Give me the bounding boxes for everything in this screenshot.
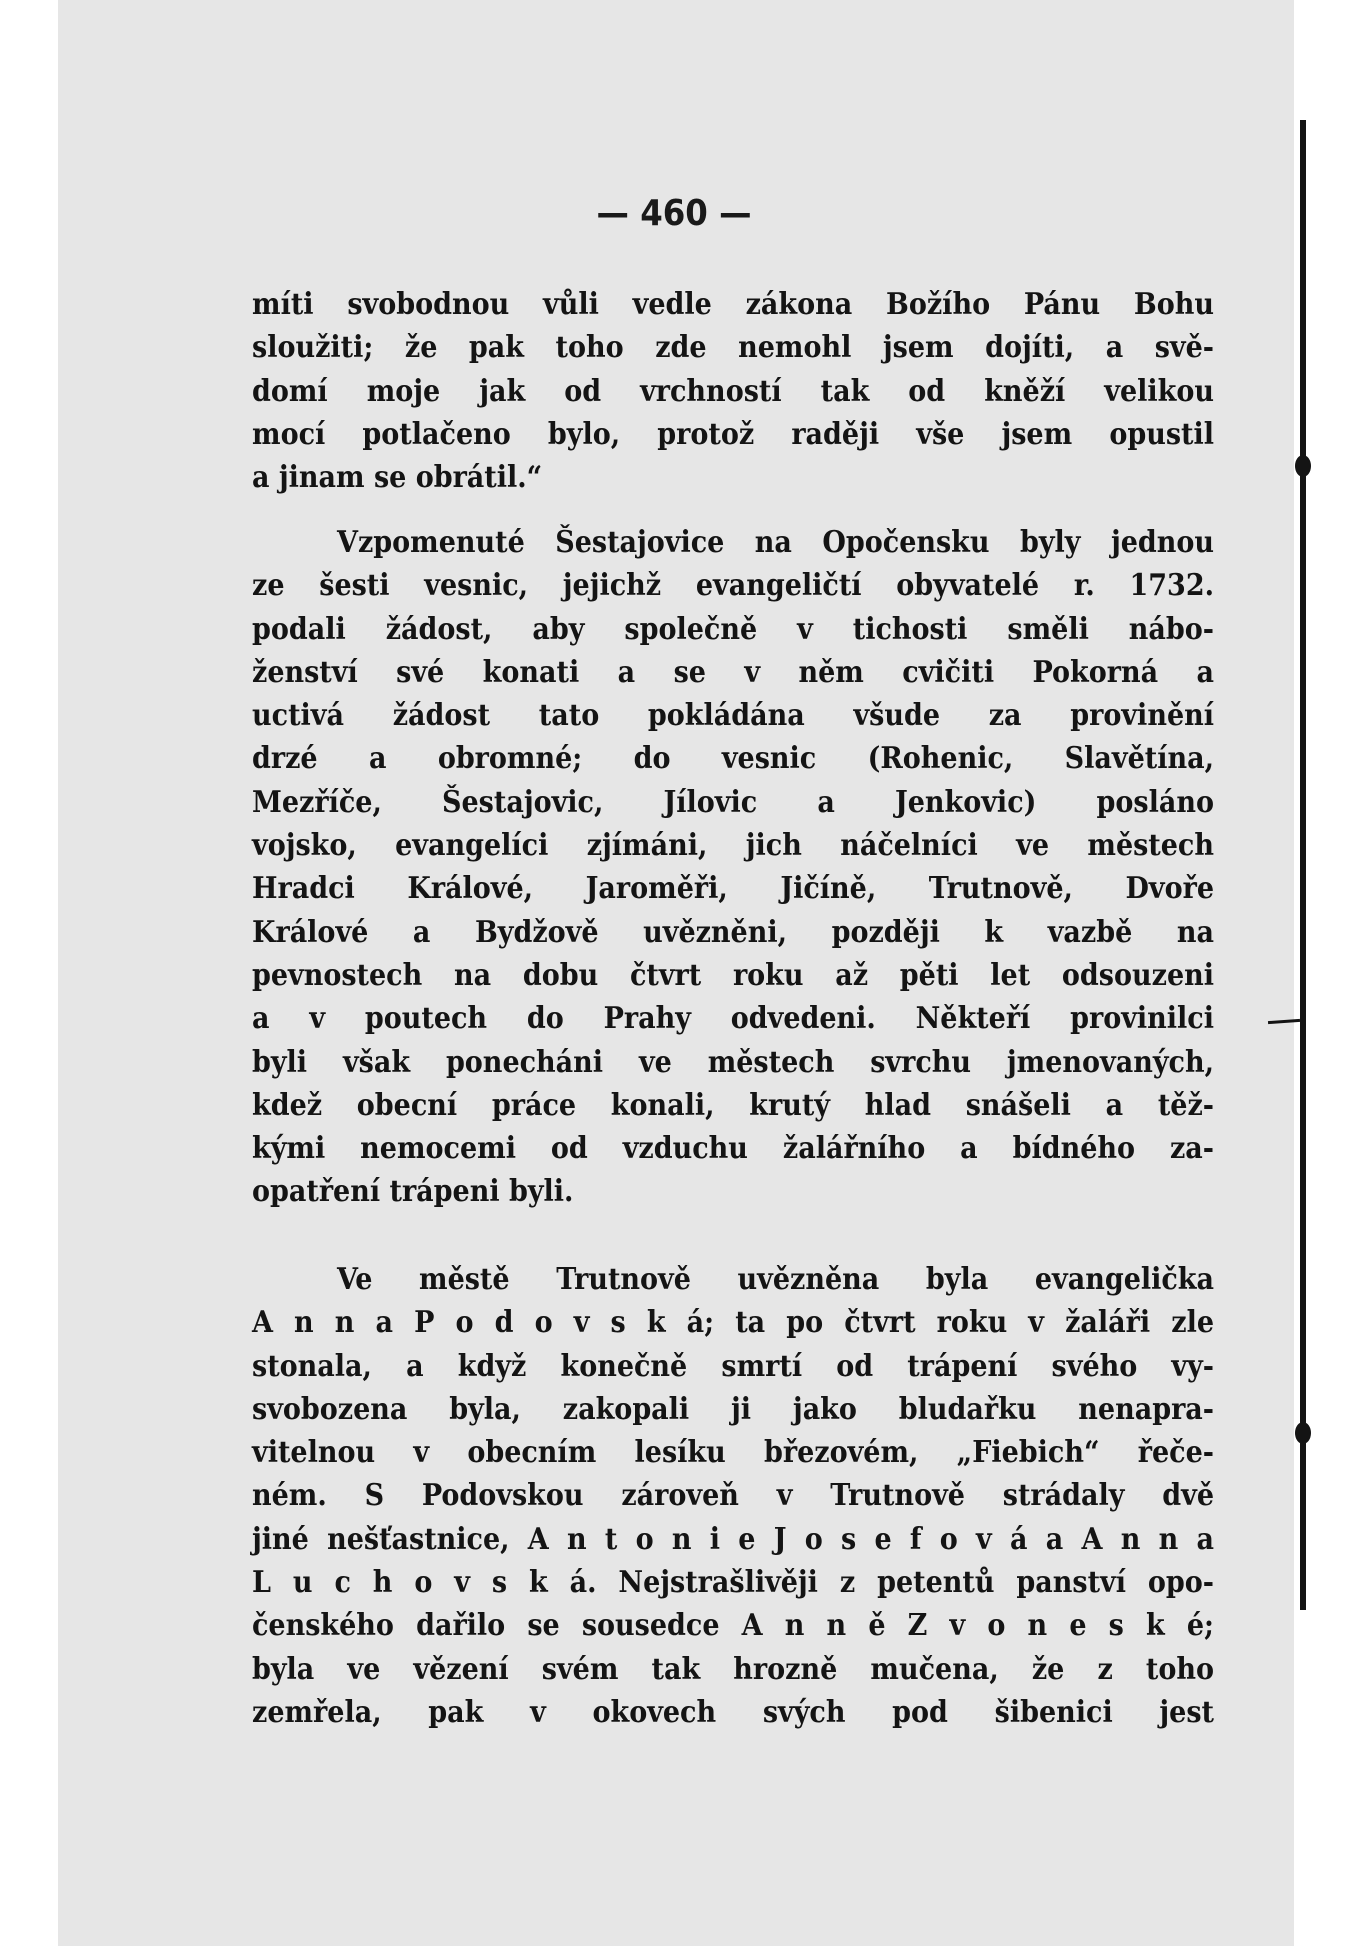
text-line: ném. S Podovskou zároveň v Trutnově strádaly dvě <box>252 1478 1214 1514</box>
binding-mark-top <box>1295 455 1311 477</box>
text-line: drzé a obromné; do vesnic (Rohenic, Slavětína, <box>252 741 1214 777</box>
paragraph-3 <box>252 1258 1214 1734</box>
page-number: — 460 — <box>596 193 752 234</box>
text-line: sloužiti; že pak toho zde nemohl jsem dojíti, a svě- <box>252 330 1214 366</box>
text-line: podali žádost, aby společně v tichosti směli nábo- <box>252 611 1214 647</box>
text-line: Hradci Králové, Jaroměři, Jičíně, Trutnově, Dvoře <box>252 871 1214 907</box>
text-line: svobozena byla, zakopali ji jako bludařku nenapra- <box>252 1391 1214 1427</box>
binding-mark-bottom <box>1295 1422 1311 1444</box>
text-line: domí moje jak od vrchností tak od kněží velikou <box>252 373 1214 409</box>
text-line: vojsko, evangelíci zjímáni, jich náčelníci ve městech <box>252 828 1214 864</box>
text-line: Králové a Bydžově uvězněni, později k vazbě na <box>252 914 1214 950</box>
text-line: Mezříče, Šestajovic, Jílovic a Jenkovic) posláno <box>252 784 1214 820</box>
text-line: zemřela, pak v okovech svých pod šibenici jest <box>252 1694 1214 1730</box>
text-line: jiné nešťastnice, A n t o n i e J o s e f o v á a A n n a <box>252 1521 1214 1557</box>
text-line: kdež obecní práce konali, krutý hlad snášeli a těž- <box>252 1087 1214 1123</box>
text-line: ženství své konati a se v něm cvičiti Pokorná a <box>252 654 1214 690</box>
paragraph-2 <box>252 521 1214 1214</box>
scan-left-margin <box>0 0 58 1946</box>
text-line: A n n a P o d o v s k á; ta po čtvrt roku v žaláři zle <box>252 1305 1214 1341</box>
binding-shadow-line <box>1300 120 1306 1610</box>
text-line: a v poutech do Prahy odvedeni. Někteří provinilci <box>252 1001 1214 1037</box>
text-line: míti svobodnou vůli vedle zákona Božího Pánu Bohu <box>252 287 1214 322</box>
paragraph-1 <box>252 283 1214 499</box>
text-line: byli však ponecháni ve městech svrchu jmenovaných, <box>252 1044 1214 1080</box>
text-line: L u c h o v s k á. Nejstrašlivěji z petentů panství opo- <box>252 1565 1214 1601</box>
text-line: byla ve vězení svém tak hrozně mučena, že z toho <box>252 1651 1214 1687</box>
text-line: pevnostech na dobu čtvrt roku až pěti let odsouzeni <box>252 957 1214 993</box>
text-line: a jinam se obrátil.“ <box>252 460 543 496</box>
text-line: ze šesti vesnic, jejichž evangeličtí obyvatelé r. 1732. <box>252 568 1214 604</box>
text-line: stonala, a když konečně smrtí od trápení svého vy- <box>252 1348 1214 1384</box>
text-line: uctivá žádost tato pokládána všude za provinění <box>252 698 1214 734</box>
text-line: Vzpomenuté Šestajovice na Opočensku byly jednou <box>337 525 1214 560</box>
text-line: kými nemocemi od vzduchu žalářního a bídného za- <box>252 1131 1214 1167</box>
text-line: čenského dařilo se sousedce A n n ě Z v o n e s k é; <box>252 1608 1214 1644</box>
text-line: Ve městě Trutnově uvězněna byla evangelička <box>337 1262 1214 1297</box>
text-line: opatření trápeni byli. <box>252 1174 574 1210</box>
text-line: vitelnou v obecním lesíku březovém, „Fiebich“ řeče- <box>252 1435 1214 1471</box>
text-line: mocí potlačeno bylo, protož raději vše jsem opustil <box>252 416 1214 452</box>
